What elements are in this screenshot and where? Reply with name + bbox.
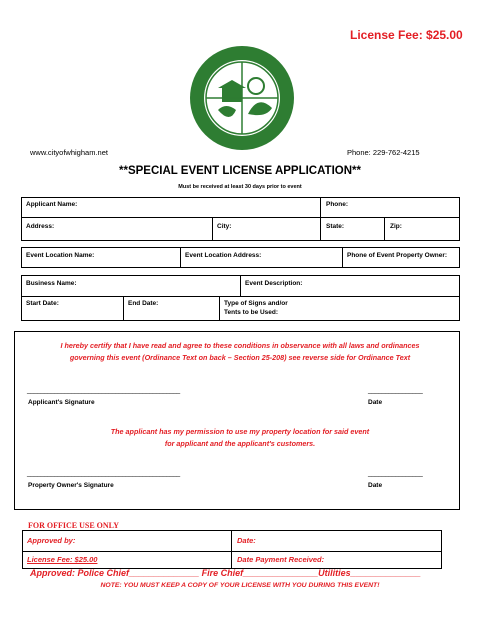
applicant-date-label: Date — [368, 399, 383, 406]
divider — [384, 217, 385, 240]
website-link[interactable]: www.cityofwhigham.net — [30, 148, 108, 157]
applicant-info-box — [21, 197, 460, 241]
approval-date-field[interactable]: Date: — [237, 536, 256, 545]
event-location-name-field[interactable]: Event Location Name: — [26, 252, 95, 259]
divider — [123, 296, 124, 320]
start-date-field[interactable]: Start Date: — [26, 300, 59, 307]
applicant-signature-line[interactable]: _____________________________________________ — [27, 387, 180, 394]
signs-tents-field-line1[interactable]: Type of Signs and/or — [224, 300, 288, 307]
business-name-field[interactable]: Business Name: — [26, 280, 77, 287]
business-info-box — [21, 275, 460, 321]
approved-by-field[interactable]: Approved by: — [27, 536, 76, 545]
divider — [342, 248, 343, 267]
divider — [212, 217, 213, 240]
permission-text-line2: for applicant and the applicant's customers. — [164, 439, 316, 448]
payment-date-field[interactable]: Date Payment Received: — [237, 555, 325, 564]
owner-signature-line[interactable]: _____________________________________________ — [27, 470, 180, 477]
owner-phone-field[interactable]: Phone of Event Property Owner: — [347, 252, 448, 259]
license-fee-header: License Fee: $25.00 — [350, 28, 463, 42]
city-field[interactable]: City: — [217, 223, 232, 230]
divider — [320, 198, 321, 240]
state-field[interactable]: State: — [326, 223, 345, 230]
event-description-field[interactable]: Event Description: — [245, 280, 303, 287]
applicant-date-line[interactable]: ________________ — [368, 387, 423, 394]
location-info-box — [21, 247, 460, 268]
form-title: **SPECIAL EVENT LICENSE APPLICATION** — [119, 165, 361, 177]
owner-date-line[interactable]: ________________ — [368, 470, 423, 477]
divider — [180, 248, 181, 267]
certification-text-line1: I hereby certify that I have read and agree to these conditions in observance with all laws and ordinances — [60, 341, 420, 350]
divider — [219, 296, 220, 320]
keep-copy-note: NOTE: YOU MUST KEEP A COPY OF YOUR LICENSE WITH YOU DURING THIS EVENT! — [100, 582, 380, 589]
address-field[interactable]: Address: — [26, 223, 55, 230]
event-location-address-field[interactable]: Event Location Address: — [185, 252, 262, 259]
certification-text-line2: governing this event (Ordinance Text on back – Section 25-208) see reverse side for Ordinance Text — [69, 353, 411, 362]
divider — [240, 276, 241, 296]
applicant-signature-label: Applicant's Signature — [28, 399, 95, 406]
city-seal-logo — [188, 44, 296, 152]
applicant-name-field[interactable]: Applicant Name: — [26, 201, 78, 208]
approval-signatures-line[interactable]: Approved: Police Chief______________ Fire Chief_______________Utilities______________ — [30, 568, 421, 578]
divider — [22, 296, 459, 297]
zip-field[interactable]: Zip: — [390, 223, 402, 230]
owner-date-label: Date — [368, 482, 383, 489]
form-subtitle: Must be received at least 30 days prior to event — [178, 184, 302, 190]
office-use-table — [22, 530, 442, 569]
divider — [23, 551, 441, 552]
city-phone: Phone: 229-762-4215 — [347, 148, 420, 157]
end-date-field[interactable]: End Date: — [128, 300, 159, 307]
office-license-fee: License Fee: $25.00 — [27, 555, 98, 564]
permission-text-line1: The applicant has my permission to use my property location for said event — [110, 427, 370, 436]
office-use-title: FOR OFFICE USE ONLY — [28, 521, 120, 530]
applicant-phone-field[interactable]: Phone: — [326, 201, 349, 208]
owner-signature-label: Property Owner's Signature — [28, 482, 114, 489]
divider — [231, 531, 232, 568]
signs-tents-field-line2: Tents to be Used: — [224, 309, 279, 316]
divider — [22, 217, 459, 218]
